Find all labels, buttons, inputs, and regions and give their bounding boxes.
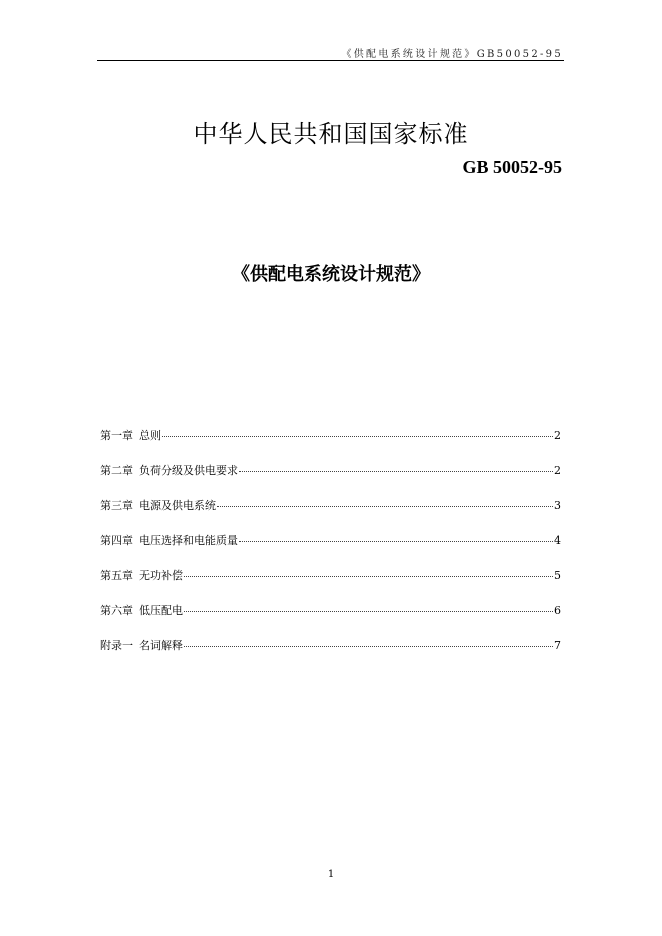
toc-page-number: 5	[554, 569, 561, 582]
toc-chapter-number: 第一章	[100, 429, 133, 442]
table-of-contents	[100, 427, 561, 672]
toc-page-number: 6	[554, 604, 561, 617]
toc-entry[interactable]	[100, 462, 561, 497]
toc-dot-leader	[184, 576, 553, 577]
toc-entry-label	[100, 602, 183, 618]
toc-entry-label	[100, 462, 238, 478]
toc-entry-label	[100, 427, 161, 443]
standard-number: GB 50052-95	[462, 157, 562, 177]
header-rule	[97, 60, 564, 61]
toc-chapter-title: 总则	[139, 429, 161, 442]
document-main-title: 中华人民共和国国家标准	[193, 120, 469, 148]
specification-title: 《供配电系统设计规范》	[232, 264, 430, 285]
toc-page-number: 2	[554, 429, 561, 442]
toc-chapter-title: 电压选择和电能质量	[139, 534, 238, 547]
toc-chapter-title: 低压配电	[139, 604, 183, 617]
toc-chapter-number: 附录一	[100, 639, 133, 652]
toc-chapter-title: 名词解释	[139, 639, 183, 652]
toc-chapter-number: 第五章	[100, 569, 133, 582]
toc-dot-leader	[162, 436, 553, 437]
toc-entry-label	[100, 532, 238, 548]
toc-chapter-number: 第二章	[100, 464, 133, 477]
toc-dot-leader	[184, 611, 553, 612]
toc-chapter-number: 第六章	[100, 604, 133, 617]
toc-entry[interactable]	[100, 637, 561, 672]
toc-chapter-number: 第四章	[100, 534, 133, 547]
toc-dot-leader	[239, 471, 553, 472]
toc-page-number: 2	[554, 464, 561, 477]
toc-entry-label	[100, 497, 216, 513]
toc-page-number: 4	[554, 534, 561, 547]
toc-entry[interactable]	[100, 567, 561, 602]
toc-chapter-number: 第三章	[100, 499, 133, 512]
toc-entry-label	[100, 637, 183, 653]
toc-entry-label	[100, 567, 183, 583]
toc-chapter-title: 负荷分级及供电要求	[139, 464, 238, 477]
toc-entry[interactable]	[100, 497, 561, 532]
toc-page-number: 7	[554, 639, 561, 652]
toc-page-number: 3	[554, 499, 561, 512]
toc-entry[interactable]	[100, 602, 561, 637]
toc-dot-leader	[217, 506, 553, 507]
toc-chapter-title: 无功补偿	[139, 569, 183, 582]
toc-dot-leader	[184, 646, 553, 647]
running-header: 《供配电系统设计规范》GB50052-95	[341, 49, 563, 60]
toc-entry[interactable]	[100, 532, 561, 567]
toc-entry[interactable]	[100, 427, 561, 462]
toc-dot-leader	[239, 541, 553, 542]
page-number: 1	[327, 869, 335, 880]
toc-chapter-title: 电源及供电系统	[139, 499, 216, 512]
